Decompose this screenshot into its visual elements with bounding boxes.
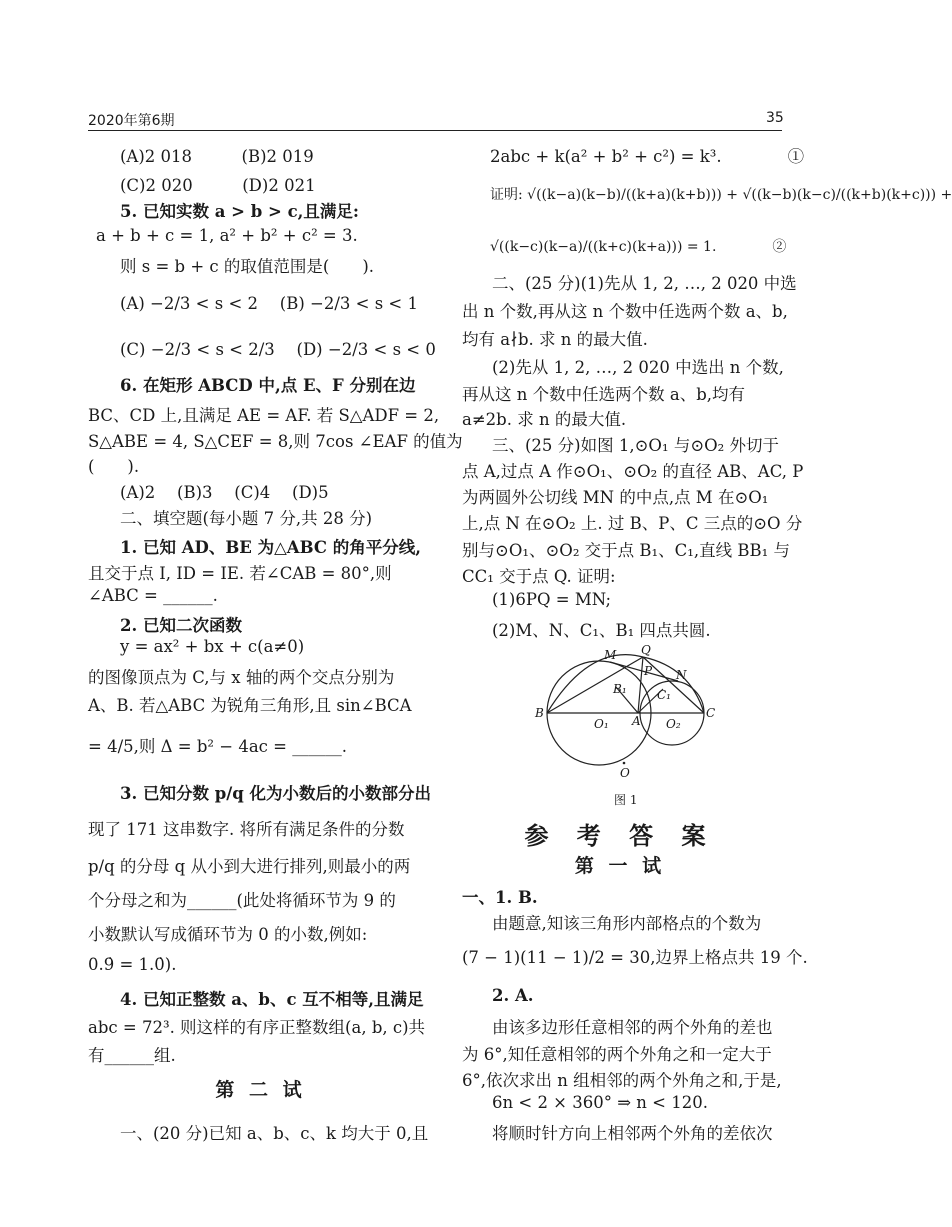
text-line: BC、CD 上,且满足 AE = AF. 若 S△ADF = 2, bbox=[88, 406, 440, 425]
label-o: O bbox=[620, 766, 630, 780]
text-line: 且交于点 I, ID = IE. 若∠CAB = 80°,则 bbox=[88, 564, 392, 583]
text-line: 均有 a∤b. 求 n 的最大值. bbox=[462, 330, 648, 349]
option-line: (A) −2/3 < s < 2 (B) −2/3 < s < 1 bbox=[120, 294, 418, 313]
label-n: N bbox=[676, 668, 687, 682]
text-line: 现了 171 这串数字. 将所有满足条件的分数 bbox=[88, 820, 405, 839]
label-q: Q bbox=[641, 643, 651, 657]
text-line: 别与⊙O₁、⊙O₂ 交于点 B₁、C₁,直线 BB₁ 与 bbox=[462, 541, 791, 560]
formula-line: y = ax² + bx + c(a≠0) bbox=[120, 637, 305, 656]
label-a: A bbox=[632, 714, 641, 728]
section-heading: 二、填空题(每小题 7 分,共 28 分) bbox=[120, 509, 373, 528]
text-line: A、B. 若△ABC 为锐角三角形,且 sin∠BCA bbox=[88, 696, 412, 715]
header-rule bbox=[88, 130, 782, 131]
text-line: (1)6PQ = MN; bbox=[492, 590, 612, 609]
text-line: 一、(20 分)已知 a、b、c、k 均大于 0,且 bbox=[120, 1124, 429, 1143]
answers-subtitle: 第 一 试 bbox=[574, 855, 666, 877]
formula-line: (7 − 1)(11 − 1)/2 = 30,边界上格点共 19 个. bbox=[462, 948, 808, 967]
text-line: = 4/5,则 Δ = b² − 4ac = ______. bbox=[88, 737, 347, 756]
text-line: 6°,依次求出 n 组相邻的两个外角之和,于是, bbox=[462, 1071, 782, 1090]
text-line: 0.9̇ = 1.0̇). bbox=[88, 955, 177, 974]
text-line: 将顺时针方向上相邻两个外角的差依次 bbox=[492, 1124, 773, 1143]
line-bq bbox=[547, 657, 643, 713]
answer-2: 2. A. bbox=[492, 986, 534, 1005]
figure-caption: 图 1 bbox=[614, 793, 638, 807]
text-line: ( ). bbox=[88, 457, 140, 476]
label-b1: B₁ bbox=[613, 682, 627, 696]
label-o2: O₂ bbox=[666, 717, 681, 731]
text-line: 由该多边形任意相邻的两个外角的差也 bbox=[492, 1018, 773, 1037]
label-c: C bbox=[706, 706, 716, 720]
question-5: 5. 已知实数 a > b > c,且满足: bbox=[120, 202, 359, 221]
text-line: (2)先从 1, 2, …, 2 020 中选出 n 个数, bbox=[492, 358, 784, 377]
text-line: (2)M、N、C₁、B₁ 四点共圆. bbox=[492, 621, 711, 640]
text-line: 个分母之和为______(此处将循环节为 9 的 bbox=[88, 891, 396, 910]
text-line: 为 6°,知任意相邻的两个外角之和一定大于 bbox=[462, 1045, 772, 1064]
text-line: 小数默认写成循环节为 0 的小数,例如: bbox=[88, 925, 368, 944]
text-line: S△ABE = 4, S△CEF = 8,则 7cos ∠EAF 的值为 bbox=[88, 432, 463, 451]
text-line: 的图像顶点为 C,与 x 轴的两个交点分别为 bbox=[88, 668, 395, 687]
text-line: abc = 72³. 则这样的有序正整数组(a, b, c)共 bbox=[88, 1018, 426, 1037]
option-line: (C) −2/3 < s < 2/3 (D) −2/3 < s < 0 bbox=[120, 340, 436, 359]
equation-2: √((k−c)(k−a)/((k+c)(k+a))) = 1. ② bbox=[490, 239, 787, 255]
second-round-title: 第 二 试 bbox=[215, 1079, 306, 1101]
equation-1: 2abc + k(a² + b² + c²) = k³. ① bbox=[490, 147, 805, 166]
text-line: p/q 的分母 q 从小到大进行排列,则最小的两 bbox=[88, 857, 411, 876]
text-line: (C)2 020 (D)2 021 bbox=[120, 176, 316, 195]
text-line: 出 n 个数,再从这 n 个数中任选两个数 a、b, bbox=[462, 302, 788, 321]
fill-question-1: 1. 已知 AD、BE 为△ABC 的角平分线, bbox=[120, 538, 421, 557]
question-6: 6. 在矩形 ABCD 中,点 E、F 分别在边 bbox=[120, 376, 416, 395]
text-line: ∠ABC = ______. bbox=[88, 586, 218, 605]
text-line: a≠2b. 求 n 的最大值. bbox=[462, 410, 627, 429]
text-line: 有______组. bbox=[88, 1046, 176, 1065]
label-p: P bbox=[644, 664, 653, 678]
option-line: (A)2 (B)3 (C)4 (D)5 bbox=[120, 483, 329, 502]
point-o bbox=[623, 762, 626, 765]
label-c1: C₁ bbox=[657, 688, 671, 702]
line-cq bbox=[643, 657, 704, 713]
text-line: 点 A,过点 A 作⊙O₁、⊙O₂ 的直径 AB、AC, P bbox=[462, 462, 804, 481]
fill-question-2: 2. 已知二次函数 bbox=[120, 616, 242, 635]
journal-issue: 2020年第6期 bbox=[88, 113, 175, 129]
formula-line: 6n < 2 × 360° ⇒ n < 120. bbox=[492, 1093, 708, 1112]
page-number: 35 bbox=[766, 110, 784, 126]
text-line: 上,点 N 在⊙O₂ 上. 过 B、P、C 三点的⊙O 分 bbox=[462, 514, 803, 533]
fill-question-4: 4. 已知正整数 a、b、c 互不相等,且满足 bbox=[120, 990, 424, 1009]
label-m: M bbox=[604, 648, 617, 662]
answers-title: 参 考 答 案 bbox=[524, 821, 716, 850]
fill-question-3: 3. 已知分数 p/q 化为小数后的小数部分出 bbox=[120, 784, 432, 803]
text-line: CC₁ 交于点 Q. 证明: bbox=[462, 567, 616, 586]
answer-1: 一、1. B. bbox=[462, 888, 538, 907]
proof-line: 证明: √((k−a)(k−b)/((k+a)(k+b))) + √((k−b)(k−c)/((k+b)(k+c))) + bbox=[490, 187, 952, 203]
problem-2: 二、(25 分)(1)先从 1, 2, …, 2 020 中选 bbox=[492, 274, 797, 293]
label-o1: O₁ bbox=[594, 717, 609, 731]
text-line: 由题意,知该三角形内部格点的个数为 bbox=[492, 914, 762, 933]
text-line: (A)2 018 (B)2 019 bbox=[120, 147, 314, 166]
text-line: 再从这 n 个数中任选两个数 a、b,均有 bbox=[462, 385, 746, 404]
figure-1-diagram bbox=[520, 645, 730, 805]
text-line: a + b + c = 1, a² + b² + c² = 3. bbox=[96, 226, 358, 245]
text-line: 为两圆外公切线 MN 的中点,点 M 在⊙O₁ bbox=[462, 488, 769, 507]
text-line: 则 s = b + c 的取值范围是( ). bbox=[120, 257, 375, 276]
problem-3: 三、(25 分)如图 1,⊙O₁ 与⊙O₂ 外切于 bbox=[492, 436, 780, 455]
label-b: B bbox=[535, 706, 544, 720]
